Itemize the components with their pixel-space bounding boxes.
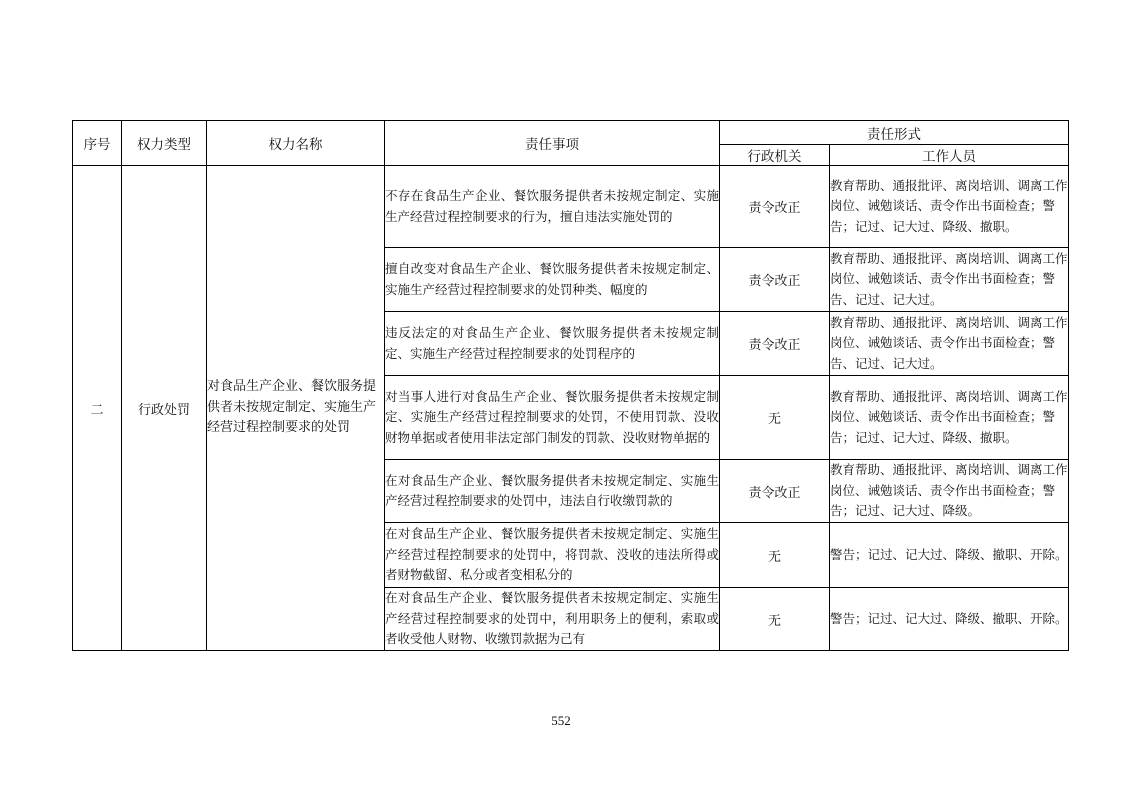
staff-cell: 教育帮助、通报批评、离岗培训、调离工作岗位、诫勉谈话、责令作出书面检查；警告、记过、记大过。	[830, 248, 1069, 312]
header-power-type: 权力类型	[122, 121, 207, 166]
header-staff: 工作人员	[830, 145, 1069, 166]
responsibility-table	[72, 120, 1069, 651]
admin-organ-cell: 责令改正	[720, 166, 830, 248]
admin-organ-cell: 责令改正	[720, 248, 830, 312]
staff-cell: 教育帮助、通报批评、离岗培训、调离工作岗位、诫勉谈话、责令作出书面检查；警告、记过、记大过。	[830, 312, 1069, 376]
responsibility-item-cell: 擅自改变对食品生产企业、餐饮服务提供者未按规定制定、实施生产经营过程控制要求的处罚种类、幅度的	[385, 248, 720, 312]
responsibility-item-cell: 在对食品生产企业、餐饮服务提供者未按规定制定、实施生产经营过程控制要求的处罚中，将罚款、没收的违法所得或者财物截留、私分或者变相私分的	[385, 523, 720, 588]
staff-cell: 教育帮助、通报批评、离岗培训、调离工作岗位、诫勉谈话、责令作出书面检查；警告；记过、记大过、降级、撤职。	[830, 166, 1069, 248]
table-row	[73, 166, 1069, 248]
admin-organ-cell: 无	[720, 523, 830, 588]
group-power-type: 行政处罚	[122, 166, 207, 651]
header-power-name: 权力名称	[207, 121, 385, 166]
responsibility-item-cell: 对当事人进行对食品生产企业、餐饮服务提供者未按规定制定、实施生产经营过程控制要求的处罚，不使用罚款、没收财物单据或者使用非法定部门制发的罚款、没收财物单据的	[385, 376, 720, 460]
staff-cell: 警告；记过、记大过、降级、撤职、开除。	[830, 523, 1069, 588]
page-number: 552	[551, 713, 571, 728]
header-seq: 序号	[73, 121, 122, 166]
staff-cell: 教育帮助、通报批评、离岗培训、调离工作岗位、诫勉谈话、责令作出书面检查；警告；记过、记大过、降级、撤职。	[830, 376, 1069, 460]
responsibility-item-cell: 违反法定的对食品生产企业、餐饮服务提供者未按规定制定、实施生产经营过程控制要求的处罚程序的	[385, 312, 720, 376]
responsibility-item-cell: 不存在食品生产企业、餐饮服务提供者未按规定制定、实施生产经营过程控制要求的行为，擅自违法实施处罚的	[385, 166, 720, 248]
admin-organ-cell: 无	[720, 588, 830, 651]
responsibility-item-cell: 在对食品生产企业、餐饮服务提供者未按规定制定、实施生产经营过程控制要求的处罚中，违法自行收缴罚款的	[385, 460, 720, 523]
group-seq: 二	[73, 166, 122, 651]
header-responsibility-item: 责任事项	[385, 121, 720, 166]
staff-cell: 教育帮助、通报批评、离岗培训、调离工作岗位、诫勉谈话、责令作出书面检查；警告；记过、记大过、降级。	[830, 460, 1069, 523]
header-responsibility-form: 责任形式	[720, 121, 1069, 145]
header-admin-organ: 行政机关	[720, 145, 830, 166]
responsibility-item-cell: 在对食品生产企业、餐饮服务提供者未按规定制定、实施生产经营过程控制要求的处罚中，利用职务上的便利，索取或者收受他人财物、收缴罚款据为己有	[385, 588, 720, 651]
admin-organ-cell: 责令改正	[720, 460, 830, 523]
group-power-name: 对食品生产企业、餐饮服务提供者未按规定制定、实施生产经营过程控制要求的处罚	[207, 166, 385, 651]
admin-organ-cell: 无	[720, 376, 830, 460]
admin-organ-cell: 责令改正	[720, 312, 830, 376]
staff-cell: 警告；记过、记大过、降级、撤职、开除。	[830, 588, 1069, 651]
